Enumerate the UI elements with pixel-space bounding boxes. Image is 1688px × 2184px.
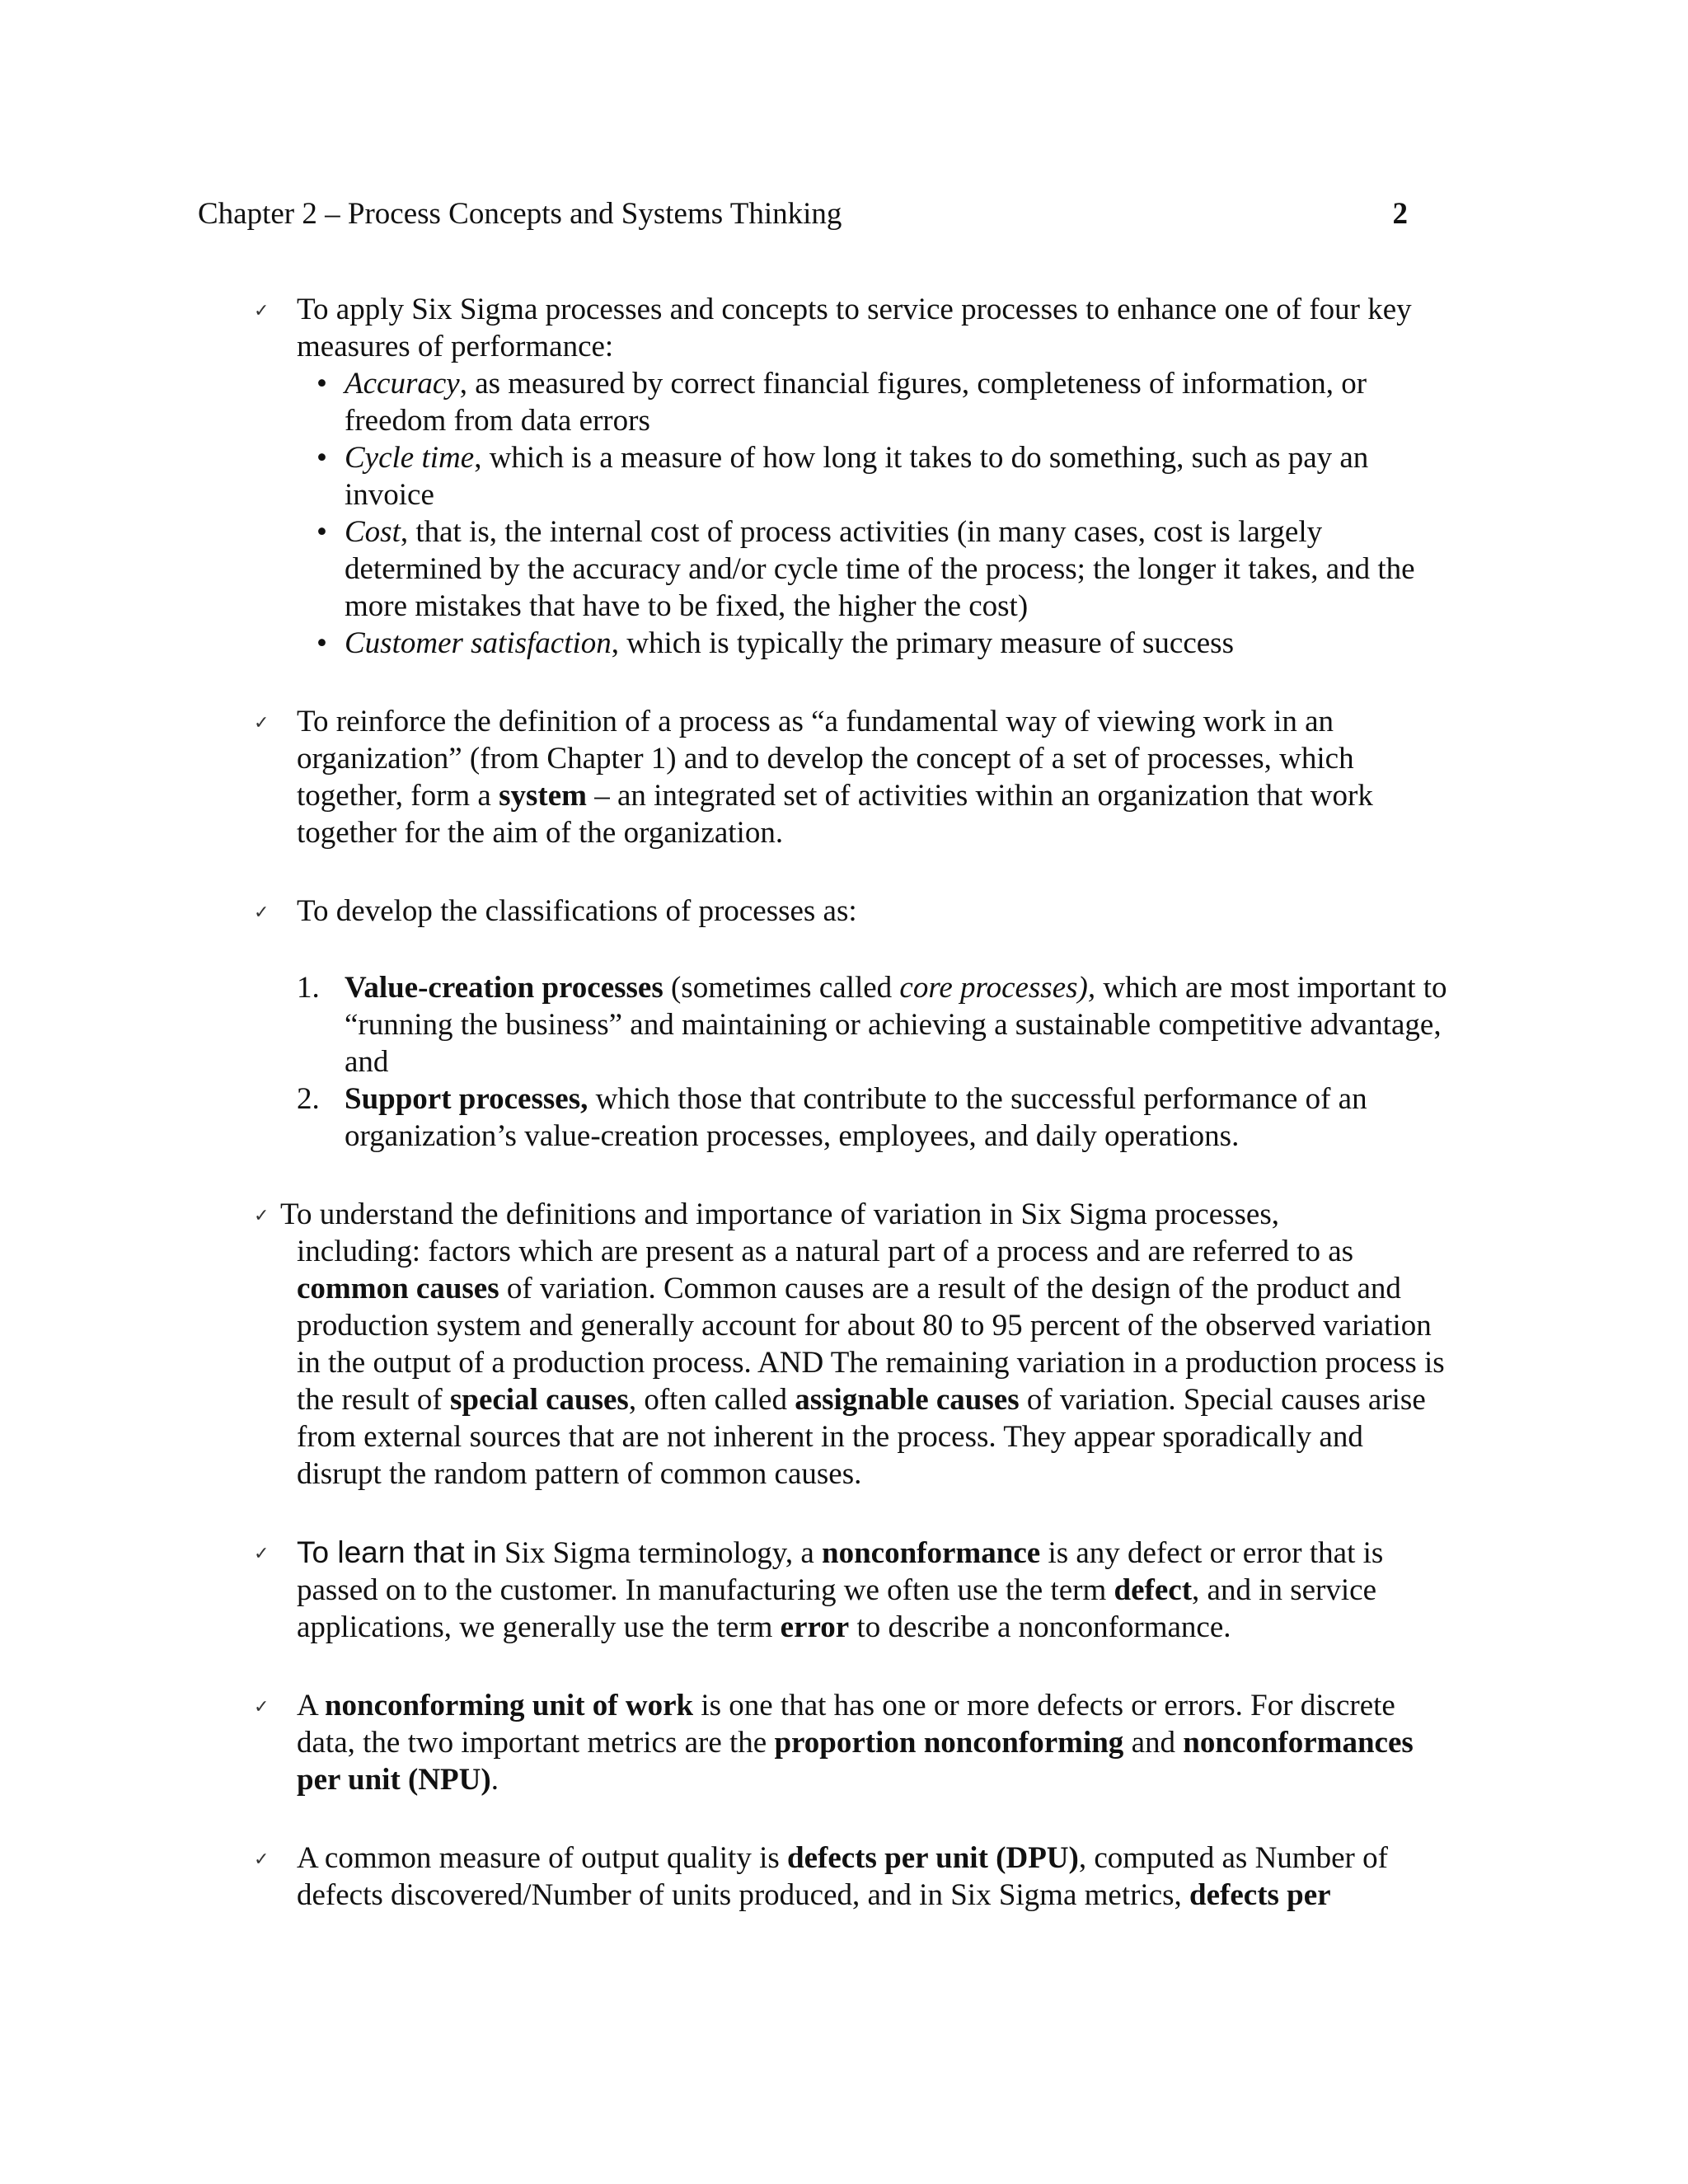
term-dpu: defects per unit (DPU)	[787, 1841, 1079, 1875]
objective-nonconforming-unit	[254, 1687, 1451, 1798]
objective-dpu	[254, 1840, 1451, 1914]
objective-text: To learn that in	[297, 1535, 497, 1569]
classification-text: (sometimes called	[663, 971, 900, 1005]
text-run: is any defect or error that is passed on to the customer. In manufacturing we often use the term	[297, 1536, 1384, 1607]
list-item	[297, 625, 1451, 662]
text-run: , computed as Number of defects discovered/Number of units produced, and in Six Sigma metrics,	[297, 1841, 1388, 1912]
objective-process-classifications	[254, 893, 1451, 1155]
checkmark-icon: ✓	[254, 1697, 270, 1718]
objective-paragraph	[280, 1196, 1451, 1493]
objective-process-definition	[254, 703, 1451, 851]
bullet-icon: •	[316, 515, 327, 549]
text-run: A common measure of output quality is	[297, 1841, 787, 1875]
list-item	[297, 969, 1451, 1080]
list-item	[297, 513, 1451, 625]
document-body	[0, 291, 1688, 1914]
text-run: .	[490, 1763, 499, 1797]
text-run: is one that has one or more defects or errors. For discrete data, the two important metrics are the	[297, 1689, 1395, 1760]
classification-list	[297, 969, 1451, 1155]
objective-text: To reinforce the definition of a process as “a fundamental way of viewing work in an organization” (from Chapter 1) and to develop the concept of a set of processes, which together, form a	[297, 705, 1354, 813]
bullet-icon: •	[316, 626, 327, 660]
objective-text: To apply Six Sigma processes and concepts to service processes to enhance one of four key measures of performance:	[297, 293, 1412, 363]
checkmark-icon: ✓	[254, 1544, 270, 1564]
measure-description: , as measured by correct financial figures, completeness of information, or freedom from data errors	[345, 367, 1367, 438]
term-common-causes: common causes	[297, 1272, 499, 1305]
term-npu: nonconformances per unit (NPU)	[297, 1726, 1414, 1797]
term-special-causes: special causes	[449, 1383, 629, 1417]
text-run: including: factors which are present as a natural part of a process and are referred to as	[297, 1235, 1354, 1268]
checkmark-icon: ✓	[254, 1206, 270, 1226]
objective-text: To understand the definitions and importance of variation in Six Sigma processes,	[280, 1197, 1279, 1231]
objective-apply-six-sigma	[254, 291, 1451, 662]
text-run: of variation. Common causes are a result of the design of the product and production system and generally account for about 80 to 95 percent of the observed variation in the output of a production process. AND The remaining variation in a production process is the result of	[297, 1272, 1445, 1417]
measure-description: , that is, the internal cost of process activities (in many cases, cost is largely determined by the accuracy and/or cycle time of the process; the longer it takes, and the more mistakes that have to be fixed, the higher the cost)	[345, 515, 1415, 623]
measure-description: , which is a measure of how long it takes to do something, such as pay an invoice	[345, 441, 1369, 512]
checkmark-icon: ✓	[254, 301, 270, 321]
text-run: , often called	[628, 1383, 795, 1417]
term-error: error	[780, 1610, 850, 1644]
objective-continuation	[280, 1233, 1451, 1493]
measure-term: Cycle time	[345, 441, 475, 475]
classification-term: Support processes,	[345, 1082, 588, 1116]
classification-text: which are most important to “running the business” and maintaining or achieving a sustainable competitive advantage, and	[345, 971, 1447, 1079]
measure-term: Cost	[345, 515, 401, 549]
classification-text: which those that contribute to the successful performance of an organization’s value-creation processes, employees, and daily operations.	[345, 1082, 1367, 1153]
objective-nonconformance	[254, 1534, 1451, 1646]
term-nonconformance: nonconformance	[822, 1536, 1041, 1570]
list-item	[297, 1080, 1451, 1155]
bullet-icon: •	[316, 367, 327, 401]
checkmark-icon: ✓	[254, 1849, 270, 1870]
measure-term: Customer satisfaction	[345, 626, 612, 660]
chapter-title: Chapter 2 – Process Concepts and Systems Thinking	[198, 197, 842, 231]
performance-measures-list	[297, 365, 1451, 662]
page-number: 2	[1392, 197, 1408, 231]
classification-italic: core processes),	[899, 971, 1096, 1005]
text-run: of variation. Special causes arise from external sources that are not inherent in the process. They appear sporadically and disrupt the random pattern of common causes.	[297, 1383, 1426, 1491]
term-defects-per: defects per	[1189, 1878, 1331, 1912]
text-run: A	[297, 1689, 325, 1722]
list-number: 2.	[297, 1082, 320, 1116]
classification-term: Value-creation processes	[345, 971, 663, 1005]
term-assignable-causes: assignable causes	[795, 1383, 1020, 1417]
objective-text: To develop the classifications of processes as:	[297, 894, 857, 928]
text-run: Six Sigma terminology, a	[496, 1536, 823, 1570]
term-proportion-nonconforming: proportion nonconforming	[774, 1726, 1124, 1760]
measure-term: Accuracy	[345, 367, 460, 401]
list-item	[297, 439, 1451, 513]
objective-variation	[254, 1196, 1451, 1493]
checkmark-icon: ✓	[254, 902, 270, 923]
term-defect: defect	[1114, 1573, 1193, 1607]
term-nonconforming-unit: nonconforming unit of work	[324, 1689, 694, 1722]
page-header	[198, 196, 1408, 232]
bullet-icon: •	[316, 441, 327, 475]
objective-text: – an integrated set of activities within an organization that work together for the aim of the organization.	[297, 779, 1373, 850]
text-run: to describe a nonconformance.	[849, 1610, 1231, 1644]
text-run: and	[1123, 1726, 1184, 1760]
term-system: system	[499, 779, 587, 813]
checkmark-icon: ✓	[254, 713, 270, 733]
text-run: , and in service applications, we generally use the term	[297, 1573, 1377, 1644]
list-number: 1.	[297, 971, 320, 1005]
measure-description: , which is typically the primary measure of success	[611, 626, 1234, 660]
list-item	[297, 365, 1451, 439]
